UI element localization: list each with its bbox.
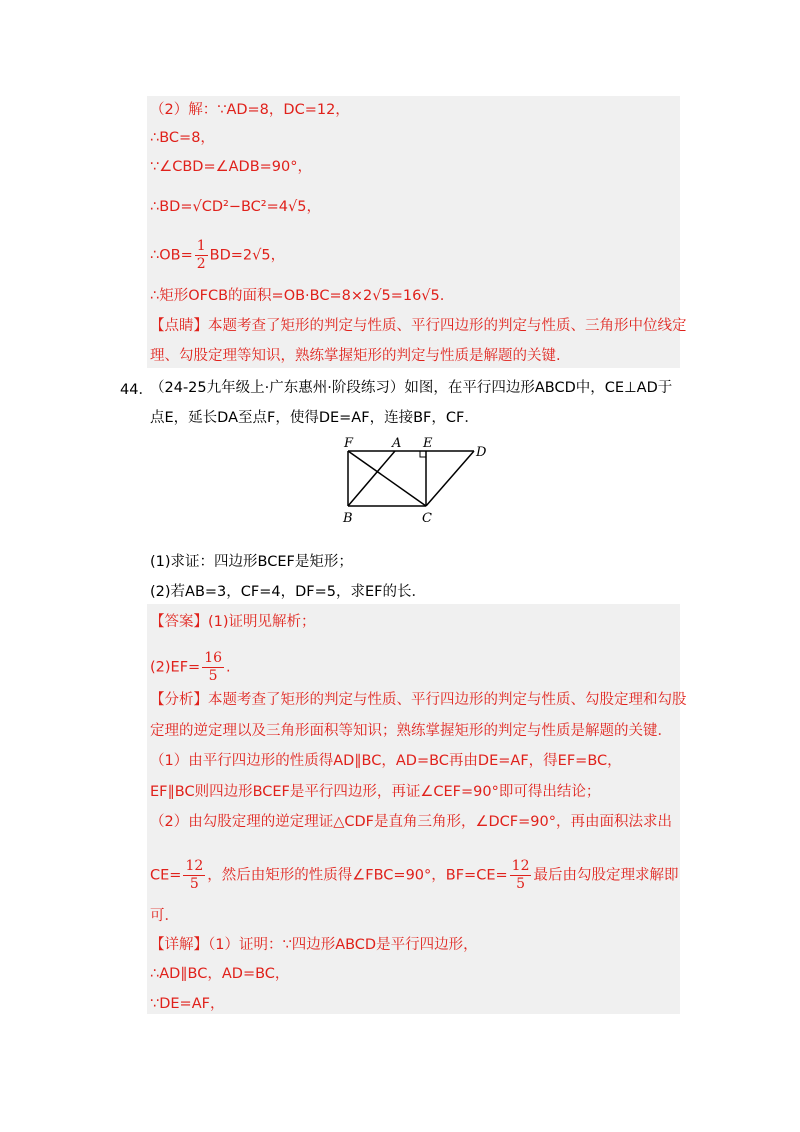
label-e: E bbox=[423, 436, 433, 451]
fraction-numerator: 12 bbox=[511, 858, 530, 874]
answer-line-1: 【答案】(1)证明见解析； bbox=[150, 614, 316, 630]
comment-line-2: 理、勾股定理等知识，熟练掌握矩形的判定与性质是解题的关键. bbox=[150, 348, 561, 364]
solution-line-3: ∵∠CBD=∠ADB=90°， bbox=[150, 159, 312, 175]
answer-line-2 bbox=[150, 650, 231, 685]
geometry-figure bbox=[340, 436, 510, 526]
fraction-denominator: 2 bbox=[196, 256, 206, 272]
detail-line-2: ∴AD∥BC，AD=BC， bbox=[150, 966, 290, 982]
question-part-1: (1)求证：四边形BCEF是矩形； bbox=[150, 554, 353, 570]
question-part-2: (2)若AB=3，CF=4，DF=5，求EF的长． bbox=[150, 584, 427, 600]
comment-line-1: 【点睛】本题考查了矩形的判定与性质、平行四边形的判定与性质、三角形中位线定 bbox=[150, 318, 687, 334]
right-angle-mark bbox=[420, 451, 426, 457]
label-c: C bbox=[422, 511, 432, 526]
analysis-line-4: EF∥BC则四边形BCEF是平行四边形，再证∠CEF=90°即可得出结论； bbox=[150, 784, 601, 800]
fraction-numerator: 12 bbox=[185, 858, 204, 874]
question-text-line-2: 点E，延长DA至点F，使得DE=AF，连接BF，CF． bbox=[150, 410, 479, 426]
analysis-line-3: （1）由平行四边形的性质得AD∥BC，AD=BC再由DE=AF，得EF=BC， bbox=[150, 753, 622, 769]
fraction-ef bbox=[202, 650, 224, 685]
solution-line-2: ∴BC=8， bbox=[150, 130, 215, 146]
fraction-numerator: 16 bbox=[204, 650, 223, 666]
fraction-bf bbox=[510, 858, 532, 893]
solution-line-5-prefix: ∴OB= bbox=[150, 247, 193, 264]
solution-line-5 bbox=[150, 238, 285, 273]
fraction-denominator: 5 bbox=[516, 876, 526, 892]
analysis-line-7: 可． bbox=[150, 908, 179, 924]
question-number: 44． bbox=[120, 382, 153, 398]
label-a: A bbox=[392, 436, 402, 451]
analysis-line-1: 【分析】本题考查了矩形的判定与性质、平行四边形的判定与性质、勾股定理和勾股 bbox=[150, 692, 687, 708]
analysis-line-6-suffix: 最后由勾股定理求解即 bbox=[533, 867, 679, 884]
label-b: B bbox=[343, 511, 353, 526]
analysis-line-2: 定理的逆定理以及三角形面积等知识；熟练掌握矩形的判定与性质是解题的关键． bbox=[150, 723, 672, 739]
fraction-denominator: 5 bbox=[189, 876, 199, 892]
solution-line-5-suffix: BD=2√5， bbox=[209, 247, 286, 264]
segment-cd bbox=[426, 451, 474, 506]
label-f: F bbox=[344, 436, 354, 451]
analysis-line-5: （2）由勾股定理的逆定理证△CDF是直角三角形，∠DCF=90°，再由面积法求出 bbox=[150, 814, 672, 830]
answer-line-2-suffix: . bbox=[226, 659, 231, 676]
answer-line-2-prefix: (2)EF= bbox=[150, 659, 201, 676]
solution-line-1: （2）解：∵AD=8，DC=12， bbox=[150, 102, 350, 118]
label-d: D bbox=[476, 445, 487, 460]
analysis-line-6-middle: ，然后由矩形的性质得∠FBC=90°，BF=CE= bbox=[207, 867, 508, 884]
analysis-line-6-prefix: CE= bbox=[150, 867, 182, 884]
detail-line-1: 【详解】（1）证明：∵四边形ABCD是平行四边形， bbox=[150, 937, 478, 953]
fraction-denominator: 5 bbox=[208, 668, 218, 684]
solution-line-6: ∴矩形OFCB的面积=OB·BC=8×2√5=16√5. bbox=[150, 288, 445, 304]
question-text-line-1: （24-25九年级上·广东惠州·阶段练习）如图，在平行四边形ABCD中，CE⊥AD于 bbox=[150, 380, 673, 396]
analysis-line-6 bbox=[150, 858, 678, 893]
fraction-ce bbox=[183, 858, 205, 893]
fraction-half bbox=[195, 238, 208, 273]
detail-line-3: ∵DE=AF， bbox=[150, 996, 225, 1012]
fraction-numerator: 1 bbox=[196, 238, 206, 254]
solution-line-4: ∴BD=√CD²−BC²=4√5， bbox=[150, 199, 321, 215]
